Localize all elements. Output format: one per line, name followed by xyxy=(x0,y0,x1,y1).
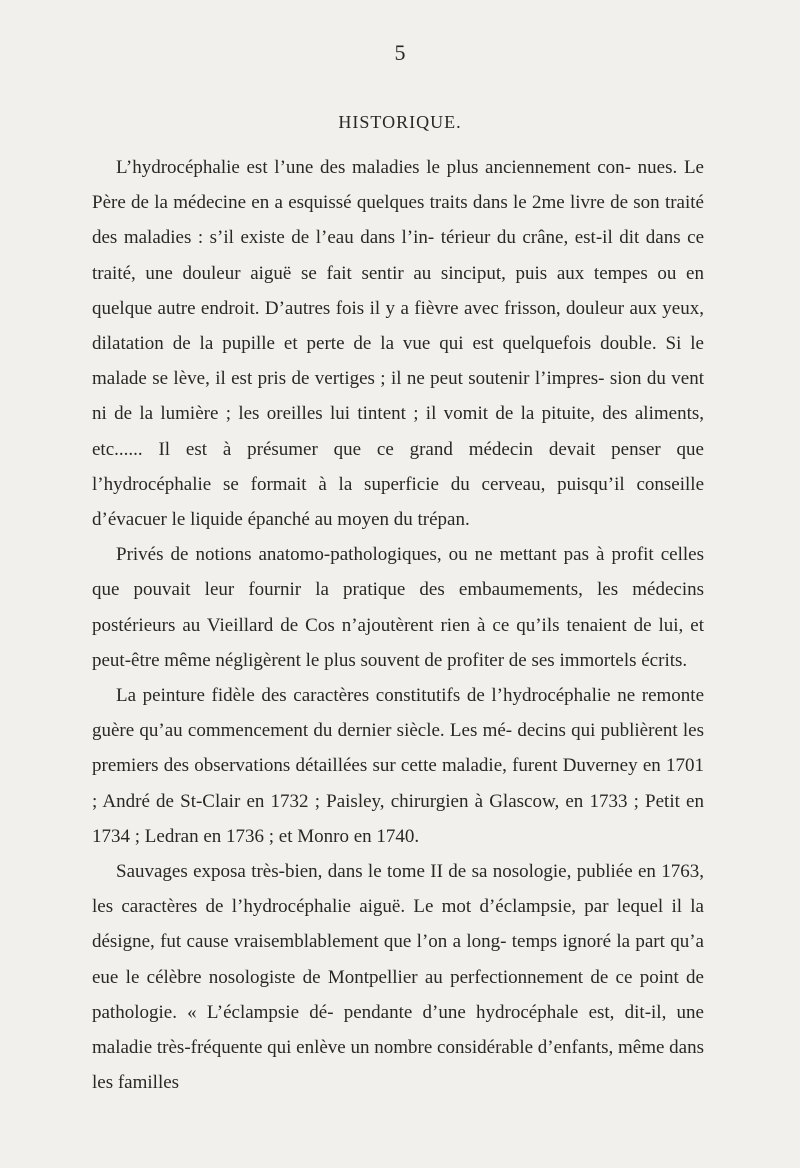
running-head: HISTORIQUE. xyxy=(338,112,462,132)
paragraph-3: La peinture fidèle des caractères constitutifs de l’hydrocéphalie ne remonte guère qu’au commencement du dernier siècle. Les mé- decins qui publièrent les premiers des observations détaillées sur cette maladie, furent Duverney en 1701 ; André de St-Clair en 1732 ; Paisley, chirurgien à Glascow, en 1733 ; Petit en 1734 ; Ledran en 1736 ; et Monro en 1740. xyxy=(92,685,704,847)
paragraph-2: Privés de notions anatomo-pathologiques, ou ne mettant pas à profit celles que pouvait leur fournir la pratique des embaumements, les médecins postérieurs au Vieillard de Cos n’ajoutèrent rien à ce qu’ils tenaient de lui, et peut-être même négligèrent le plus souvent de profiter de ses immortels écrits. xyxy=(92,544,704,671)
paragraph-4: Sauvages exposa très-bien, dans le tome II de sa nosologie, publiée en 1763, les caractères de l’hydrocéphalie aiguë. Le mot d’éclampsie, par lequel il la désigne, fut cause vraisemblablement que l’on a long- temps ignoré la part qu’a eue le célèbre nosologiste de Montpellier au perfectionnement de ce point de pathologie. « L’éclampsie dé- pendante d’une hydrocéphale est, dit-il, une maladie très-fréquente qui enlève un nombre considérable d’enfants, même dans les familles xyxy=(92,861,704,1094)
paragraph-1: L’hydrocéphalie est l’une des maladies le plus anciennement con- nues. Le Père de la médecine en a esquissé quelques traits dans le 2me livre de son traité des maladies : s’il existe de l’eau dans l’in- térieur du crâne, est-il dit dans ce traité, une douleur aiguë se fait sentir au sinciput, puis aux tempes ou en quelque autre endroit. D’autres fois il y a fièvre avec frisson, douleur aux yeux, dilatation de la pupille et perte de la vue qui est quelquefois double. Si le malade se lève, il est pris de vertiges ; il ne peut soutenir l’impres- sion du vent ni de la lumière ; les oreilles lui tintent ; il vomit de la pituite, des aliments, etc...... Il est à présumer que ce grand médecin devait penser que l’hydrocéphalie se formait à la superficie du cerveau, puisqu’il conseille d’évacuer le liquide épanché au moyen du trépan. xyxy=(92,157,704,531)
body-text xyxy=(92,150,704,1100)
page-number: 5 xyxy=(394,40,406,65)
